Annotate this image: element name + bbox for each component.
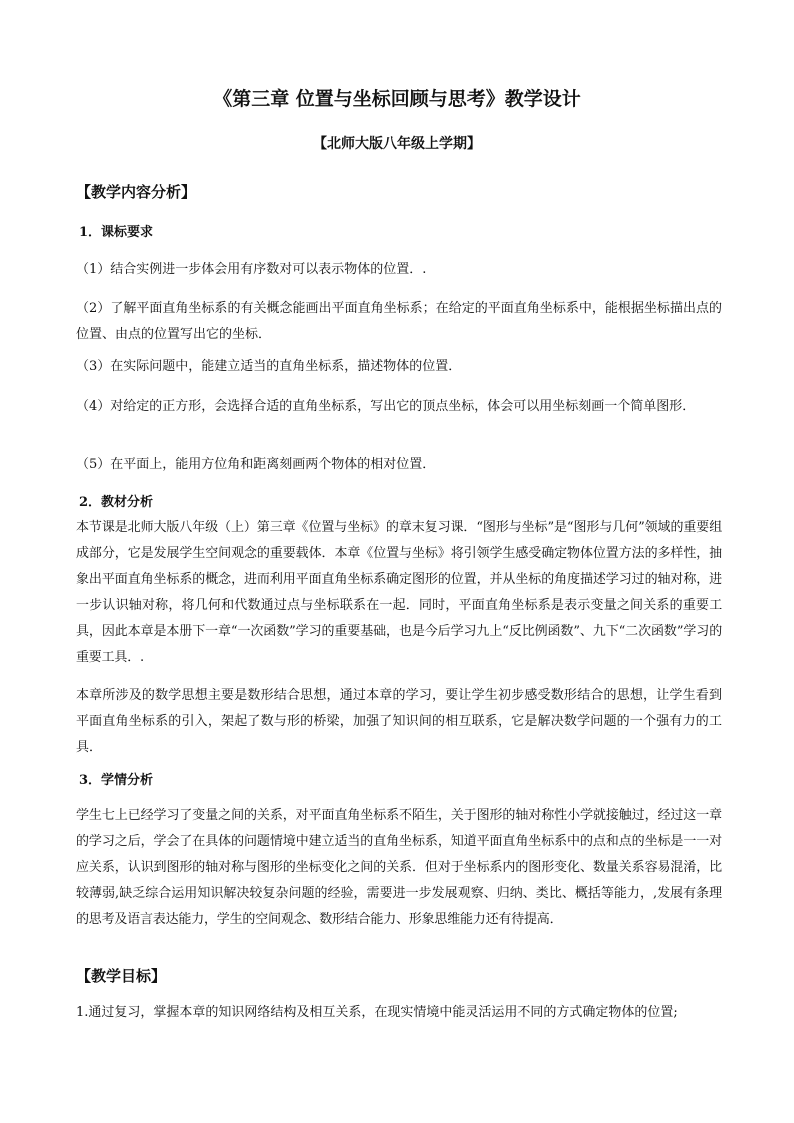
- subheading-student-analysis: 3．学情分析: [79, 773, 154, 788]
- section-heading-teaching-objectives: 【教学目标】: [76, 967, 167, 985]
- objective-item-1: 1.通过复习，掌握本章的知识网络结构及相互关系，在现实情境中能灵活运用不同的方式确定物体的位置;: [76, 1005, 678, 1020]
- requirement-item-5: （5）在平面上，能用方位角和距离刻画两个物体的相对位置．: [76, 457, 436, 472]
- section-heading-content-analysis: 【教学内容分析】: [76, 183, 197, 201]
- document-subtitle: 【北师大版八年级上学期】: [313, 136, 481, 152]
- requirement-item-4: （4）对给定的正方形，会选择合适的直角坐标系，写出它的顶点坐标，体会可以用坐标刻画一个简单图形．: [76, 399, 696, 414]
- student-analysis-paragraph: 学生七上已经学习了变量之间的关系，对平面直角坐标系不陌生，关于图形的轴对称性小学就接触过，经过这一章的学习之后，学会了在具体的问题情境中建立适当的直角坐标系，知道平面直角坐标系中的点和点的坐标是一一对应关系，认识到图形的轴对称与图形的坐标变化之间的关系．但对于坐标系内的图形变化、数量关系容易混淆，比较薄弱,缺乏综合运用知识解决较复杂问题的经验，需要进一步发展观察、归纳、类比、概括等能力，,发展有条理的思考及语言表达能力，学生的空间观念、数形结合能力、形象思维能力还有待提高．: [76, 808, 722, 927]
- textbook-analysis-paragraph-1: 本节课是北师大版八年级（上）第三章《位置与坐标》的章末复习课．“图形与坐标”是“图形与几何”领域的重要组成部分，它是发展学生空间观念的重要载体．本章《位置与坐标》将引领学生感受确定物体位置方法的多样性，抽象出平面直角坐标系的概念，进而利用平面直角坐标系确定图形的位置，并从坐标的角度描述学习过的轴对称，进一步认识轴对称，将几何和代数通过点与坐标联系在一起．同时，平面直角坐标系是表示变量之间关系的重要工具，因此本章是本册下一章“一次函数”学习的重要基础，也是今后学习九上“反比例函数”、九下“二次函数”学习的重要工具．.: [76, 520, 722, 665]
- textbook-analysis-paragraph-2: 本章所涉及的数学思想主要是数形结合思想，通过本章的学习，要让学生初步感受数形结合的思想，让学生看到平面直角坐标系的引入，架起了数与形的桥梁，加强了知识间的相互联系，它是解决数学问题的一个强有力的工具．: [76, 688, 722, 755]
- requirement-item-1: （1）结合实例进一步体会用有序数对可以表示物体的位置．.: [76, 262, 427, 277]
- requirement-item-2: （2）了解平面直角坐标系的有关概念能画出平面直角坐标系；在给定的平面直角坐标系中，能根据坐标描出点的位置、由点的位置写出它的坐标．: [76, 301, 722, 342]
- subheading-textbook-analysis: 2．教材分析: [79, 495, 154, 510]
- document-title: 《第三章 位置与坐标回顾与思考》教学设计: [213, 88, 581, 110]
- requirement-item-3: （3）在实际问题中，能建立适当的直角坐标系，描述物体的位置．: [76, 359, 462, 374]
- subheading-curriculum-requirements: 1．课标要求: [79, 225, 154, 240]
